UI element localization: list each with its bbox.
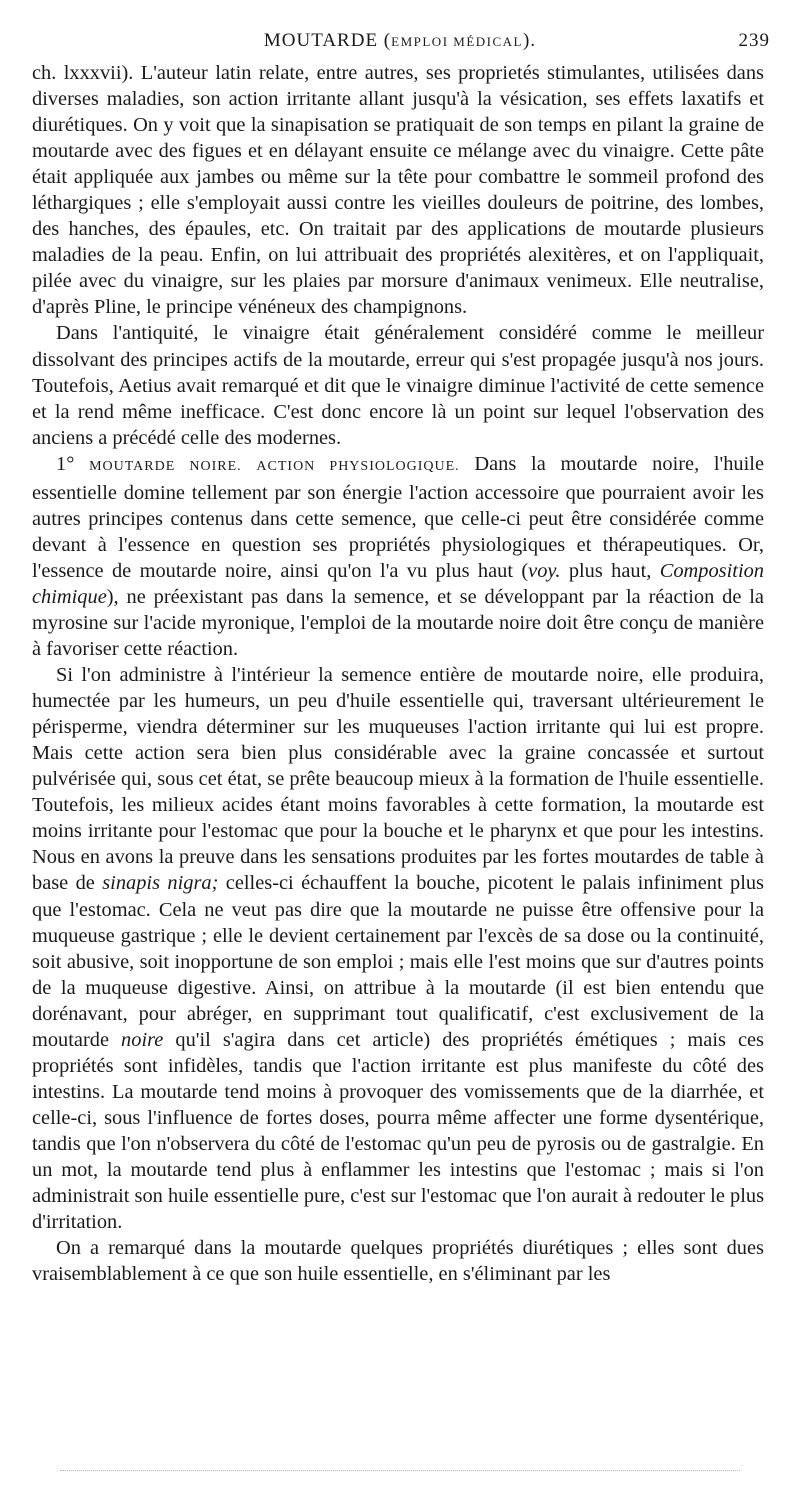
section-number: 1° <box>56 452 75 475</box>
section-heading: MOUTARDE NOIRE. <box>89 458 242 474</box>
paragraph-3 <box>32 451 764 662</box>
paragraph-5: On a remarqué dans la moutarde quelques propriétés diurétiques ; elles sont dues vraisemblablement à ce que son huile essentielle, en s'éliminant par les <box>32 1237 764 1286</box>
paragraph-1: ch. lxxxvii). L'auteur latin relate, entre autres, ses proprietés stimulantes, utilisées dans diverses maladies, son action irritante allant jusqu'à la vésication, ses effets laxatifs et diurétiques. On y voit que la sinapisation se pratiquait de son temps en pilant la graine de moutarde avec des figues et en délayant ensuite ce mélange avec du vinaigre. Cette pâte était appliquée aux jambes ou même sur la tête pour combattre le sommeil profond des léthargiques ; elle s'employait aussi contre les vieilles douleurs de poitrine, des lombes, des hanches, des épaules, etc. On traitait par des applications de moutarde plusieurs maladies de la peau. Enfin, on lui attribuait des propriétés alexitères, et on l'appliquait, pilée avec du vinaigre, sur les plaies par morsure d'animaux venimeux. Elle neutralise, d'après Pline, le principe vénéneux des champignons. <box>32 62 764 319</box>
composition-chimique-italic: Composition chimique <box>32 559 764 608</box>
page-number: 239 <box>738 30 770 51</box>
paragraph-2: Dans l'antiquité, le vinaigre était généralement considéré comme le meilleur dissolvant des principes actifs de la moutarde, erreur qui s'est propagée jusqu'à nos jours. Toutefois, Aetius avait remarqué et dit que le vinaigre diminue l'activité de cette semence et la rend même inefficace. C'est donc encore là un point sur lequel l'observation des anciens a précédé celle des modernes. <box>32 322 764 449</box>
running-header <box>30 30 770 58</box>
paragraph-3-text-1: Dans la moutarde noire, l'huile essentielle domine tellement par son énergie l'action accessoire que pourraient avoir les autres principes contenus dans cette semence, que celle-ci peut être considérée comme devant à l'essence en question ses propriétés physiologiques et thérapeutiques. Or, l'essence de moutarde noire, ainsi qu'on l'a vu plus haut ( <box>32 452 764 582</box>
sinapis-nigra-italic: sinapis nigra; <box>102 872 219 895</box>
paragraph-4-text-3: qu'il s'agira dans cet article) des propriétés émétiques ; mais ces propriétés sont infidèles, tandis que l'action irritante est plus manifeste du côté des intestins. La moutarde tend moins à provoquer des vomissements que de la diarrhée, et celle-ci, sous l'influence de fortes doses, pourra même affecter une forme dysentérique, tandis que l'on n'observera du côté de l'estomac qu'un peu de pyrosis ou de gastralgie. En un mot, la moutarde tend plus à enflammer les intestins que l'estomac ; mais si l'on administrait son huile essentielle pure, c'est sur l'estomac que l'on aurait à redouter le plus d'irritation. <box>32 1028 764 1234</box>
body-text <box>32 60 764 1287</box>
paragraph-3-text-3: ), ne préexistant pas dans la semence, et se développant par la réaction de la myrosine sur l'acide myronique, l'emploi de la moutarde noire doit être conçu de manière à favoriser cette réaction. <box>32 585 764 661</box>
paragraph-4-text-1: Si l'on administre à l'intérieur la semence entière de moutarde noire, elle produira, humectée par les humeurs, un peu d'huile essentielle qui, traversant ultérieurement le périsperme, viendra déterminer sur les muqueuses l'action irritante qui lui est propre. Mais cette action sera bien plus considérable avec la graine concassée et surtout pulvérisée qui, sous cet état, se prête beaucoup mieux à la formation de l'huile essentielle. Toutefois, les milieux acides étant moins favorables à cette formation, la moutarde est moins irritante pour l'estomac que pour la bouche et le pharynx et que pour les intestins. Nous en avons la preuve dans les sensations produites par les fortes moutardes de table à base de <box>32 664 764 895</box>
running-title-end: ). <box>523 30 537 51</box>
running-title-main: MOUTARDE ( <box>263 30 392 51</box>
running-title-small-caps: EMPLOI MÉDICAL <box>391 34 523 49</box>
paragraph-4 <box>32 662 764 1235</box>
paragraph-4-text-2: celles-ci échauffent la bouche, picotent le palais infiniment plus que l'estomac. Cela ne veut pas dire que la moutarde ne puisse être offensive pour la muqueuse gastrique ; elle le devient certainement par l'excès de sa dose ou la continuité, soit abusive, soit inopportune de son emploi ; mais elle l'est moins que sur d'autres points de la muqueuse digestive. Ainsi, on attribue à la moutarde (il est bien entendu que dorénavant, pour abréger, en supprimant tout qualificatif, c'est exclusivement de la moutarde <box>32 872 764 1051</box>
subsection-heading: ACTION PHYSIOLOGIQUE. <box>256 458 460 474</box>
noire-italic: noire <box>121 1028 164 1051</box>
voy-italic: voy. <box>528 559 561 582</box>
running-title <box>30 30 770 52</box>
paragraph-3-text-2: plus haut, <box>560 559 660 582</box>
bottom-dotted-rule <box>60 1470 740 1471</box>
